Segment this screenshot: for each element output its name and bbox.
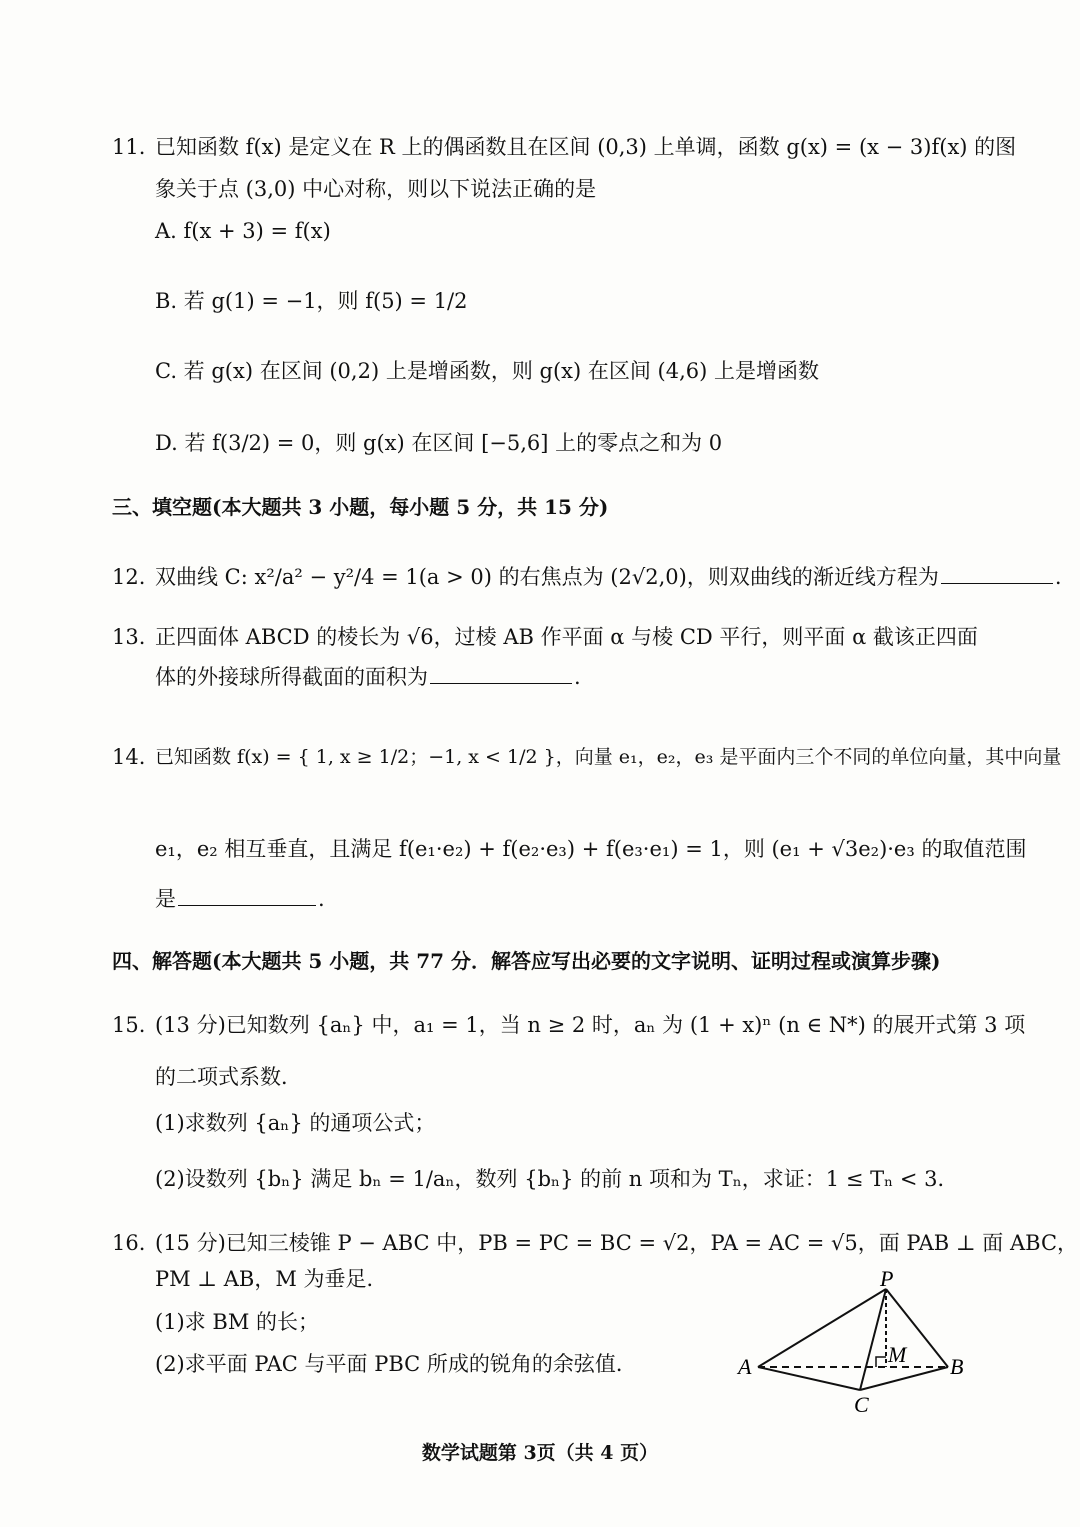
edge-ac — [758, 1367, 860, 1390]
q13-end: . — [574, 665, 581, 689]
q11-option-b: B. 若 g(1) = −1，则 f(5) = 1/2 — [155, 289, 468, 313]
q15-stem-line1: (13 分)已知数列 {aₙ} 中，a₁ = 1，当 n ≥ 2 时，aₙ 为 (1 + x)ⁿ (n ∈ N*) 的展开式第 3 项 — [155, 1013, 1026, 1037]
edge-pc — [860, 1289, 886, 1390]
q14-stem-line2: e₁，e₂ 相互垂直，且满足 f(e₁·e₂) + f(e₂·e₃) + f(e₃·e₁) = 1，则 (e₁ + √3e₂)·e₃ 的取值范围 — [155, 837, 1027, 861]
q13-answer-blank — [430, 663, 572, 684]
q14-number: 14. — [112, 745, 146, 769]
right-angle-mark — [876, 1357, 886, 1367]
edge-pa — [758, 1289, 886, 1367]
q13-stem-line2 — [155, 662, 581, 692]
q16-number: 16. — [112, 1231, 146, 1255]
q14-stem-line3-text: 是 — [155, 887, 176, 911]
section-4-heading: 四、解答题(本大题共 5 小题，共 77 分．解答应写出必要的文字说明、证明过程或演算步骤) — [112, 949, 941, 973]
label-p: P — [880, 1270, 894, 1291]
q13-stem-line2-text: 体的外接球所得截面的面积为 — [155, 665, 428, 689]
label-b: B — [950, 1354, 964, 1379]
q16-stem-line2: PM ⊥ AB，M 为垂足． — [155, 1267, 388, 1291]
q16-part1: (1)求 BM 的长； — [155, 1310, 320, 1334]
q12-answer-blank — [941, 563, 1053, 584]
section-3-heading: 三、填空题(本大题共 3 小题，每小题 5 分，共 15 分) — [112, 495, 609, 519]
q14-end: . — [318, 887, 325, 911]
q16-part2: (2)求平面 PAC 与平面 PBC 所成的锐角的余弦值． — [155, 1352, 637, 1376]
q11-number: 11. — [112, 135, 146, 159]
q15-stem-line2: 的二项式系数． — [155, 1065, 302, 1089]
q14-answer-blank — [178, 885, 316, 906]
q15-part2: (2)设数列 {bₙ} 满足 bₙ = 1/aₙ，数列 {bₙ} 的前 n 项和为 Tₙ，求证：1 ≤ Tₙ < 3． — [155, 1167, 959, 1191]
q14-stem-line1: 已知函数 f(x) = { 1, x ≥ 1/2；−1, x < 1/2 }，向量 e₁，e₂，e₃ 是平面内三个不同的单位向量，其中向量 — [155, 746, 1062, 768]
q13-number: 13. — [112, 625, 146, 649]
q11-option-d: D. 若 f(3/2) = 0，则 g(x) 在区间 [−5,6] 上的零点之和为 0 — [155, 431, 723, 455]
q11-option-a: A. f(x + 3) = f(x) — [155, 219, 331, 243]
q16-stem-line1: (15 分)已知三棱锥 P − ABC 中，PB = PC = BC = √2，PA = AC = √5，面 PAB ⊥ 面 ABC， — [155, 1231, 1079, 1255]
pyramid-figure — [730, 1270, 980, 1420]
label-m: M — [888, 1342, 907, 1367]
q12-number: 12. — [112, 565, 146, 589]
q12-stem: 双曲线 C: x²/a² − y²/4 = 1(a > 0) 的右焦点为 (2√2,0)，则双曲线的渐近线方程为 — [155, 565, 939, 589]
label-c: C — [854, 1392, 869, 1417]
q11-stem-line1: 已知函数 f(x) 是定义在 R 上的偶函数且在区间 (0,3) 上单调，函数 g(x) = (x − 3)f(x) 的图 — [155, 135, 1017, 159]
page-footer: 数学试题第 3页（共 4 页） — [421, 1442, 659, 1464]
label-a: A — [738, 1354, 752, 1379]
q13-stem-line1: 正四面体 ABCD 的棱长为 √6，过棱 AB 作平面 α 与棱 CD 平行，则平面 α 截该正四面 — [155, 625, 978, 649]
q14-stem-line3 — [155, 884, 325, 914]
q15-part1: (1)求数列 {aₙ} 的通项公式； — [155, 1111, 436, 1135]
q11-option-c: C. 若 g(x) 在区间 (0,2) 上是增函数，则 g(x) 在区间 (4,6) 上是增函数 — [155, 359, 819, 383]
q11-stem-line2: 象关于点 (3,0) 中心对称，则以下说法正确的是 — [155, 177, 597, 201]
edge-bc — [860, 1367, 948, 1390]
q15-number: 15. — [112, 1013, 146, 1037]
q12-end: . — [1054, 565, 1062, 589]
q12-text — [155, 562, 1062, 592]
